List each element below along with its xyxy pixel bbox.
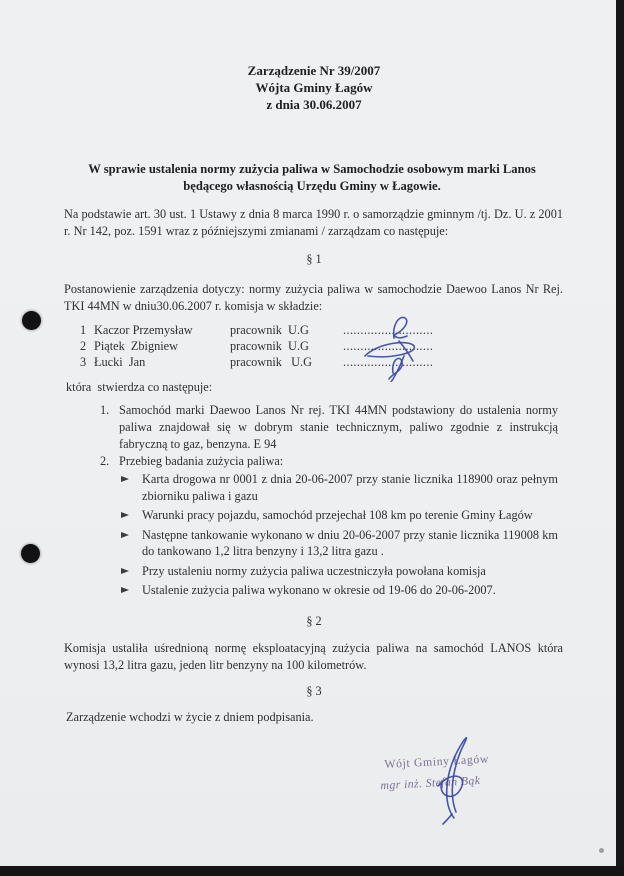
hole-punch-icon bbox=[21, 544, 40, 563]
stamp-name-line: mgr inż. Stefan Bąk bbox=[380, 772, 481, 793]
stamp-title-line: Wójt Gminy Łagów bbox=[384, 751, 490, 771]
bullet-text: Karta drogowa nr 0001 z dnia 20-06-2007 przy stanie licznika 118900 oraz pełnym zbiorniku paliwa i gazu bbox=[142, 471, 558, 503]
member-name: Łucki Jan bbox=[94, 354, 146, 369]
test-details-list bbox=[120, 471, 558, 600]
arrow-bullet-icon bbox=[120, 527, 142, 561]
bullet-item bbox=[120, 582, 558, 599]
committee-list bbox=[80, 323, 550, 370]
finding-item bbox=[100, 402, 558, 453]
title-line: z dnia 30.06.2007 bbox=[266, 97, 362, 112]
item-text: Przebieg badania zużycia paliwa: bbox=[119, 453, 284, 468]
item-number: 1. bbox=[100, 403, 110, 417]
bullet-text: Przy ustaleniu normy zużycia paliwa uczestniczyła powołana komisja bbox=[142, 563, 486, 578]
legal-basis-paragraph: Na podstawie art. 30 ust. 1 Ustawy z dnia 8 marca 1990 r. o samorządzie gminnym /tj. Dz. U. z 2001 r. Nr 142, poz. 1591 wraz z późniejszymi zmianami / zarządzam co następuje: bbox=[64, 207, 563, 238]
section-2-symbol: § 2 bbox=[306, 614, 322, 628]
mayor-signature-ink bbox=[408, 730, 498, 825]
closing-paragraph: Zarządzenie wchodzi w życie z dniem podpisania. bbox=[66, 710, 314, 724]
signature-dotted-line: .......................... bbox=[343, 323, 434, 337]
committee-row bbox=[80, 355, 550, 371]
member-name: Kaczor Przemysław bbox=[94, 323, 193, 337]
item-text: Samochód marki Daewoo Lanos Nr rej. TKI 44MN podstawiony do ustalenia normy paliwa znajdował się w dobrym stanie technicznym, paliwo zgodnie z instrukcją fabryczną to gaz, benzyna. E 94 bbox=[119, 403, 558, 451]
arrow-bullet-icon bbox=[120, 563, 142, 580]
bullet-item bbox=[120, 527, 558, 561]
member-role: pracownik U.G bbox=[230, 354, 312, 369]
scan-speck bbox=[599, 848, 604, 853]
committee-row bbox=[80, 323, 550, 339]
member-role: pracownik U.G bbox=[230, 323, 309, 337]
bullet-item bbox=[120, 471, 558, 505]
item-number: 2. bbox=[100, 453, 110, 468]
arrow-bullet-icon bbox=[120, 471, 142, 505]
committee-row bbox=[80, 339, 550, 355]
signature-dotted-line: .......................... bbox=[343, 338, 434, 353]
arrow-bullet-icon bbox=[120, 582, 142, 599]
which-states-line: która stwierdza co następuje: bbox=[66, 380, 213, 394]
committee-signatures-ink bbox=[332, 312, 447, 382]
bullet-item bbox=[120, 507, 558, 524]
member-role: pracownik U.G bbox=[230, 338, 309, 353]
signature-dotted-line: .......................... bbox=[343, 354, 434, 369]
document-title bbox=[64, 62, 564, 113]
finding-item bbox=[100, 453, 558, 470]
scan-edge-bottom bbox=[0, 866, 624, 876]
bullet-text: Ustalenie zużycia paliwa wykonano w okresie od 19-06 do 20-06-2007. bbox=[142, 583, 496, 598]
bullet-text: Następne tankowanie wykonano w dniu 20-06-2007 przy stanie licznika 119008 km do tankowano 1,2 litra benzyny i 13,2 litra gazu . bbox=[142, 527, 558, 559]
bullet-item bbox=[120, 563, 558, 580]
section-3-symbol: § 3 bbox=[306, 684, 322, 698]
norm-paragraph: Komisja ustaliła uśrednioną normę eksploatacyjną zużycia paliwa na samochód LANOS która wynosi 13,2 litra gazu, jeden litr benzyny na 100 kilometrów. bbox=[64, 641, 563, 672]
document-subject: W sprawie ustalenia normy zużycia paliwa w Samochodzie osobowym marki Lanos będącego własnością Urzędu Gminy w Łagowie. bbox=[88, 162, 536, 193]
title-line: Wójta Gminy Łagów bbox=[255, 80, 373, 95]
resolution-intro-paragraph: Postanowienie zarządzenia dotyczy: normy zużycia paliwa w samochodzie Daewoo Lanos Nr Rej. TKI 44MN w dniu30.06.2007 r. komisja w składzie: bbox=[64, 282, 563, 313]
member-number: 2 bbox=[80, 338, 87, 353]
scan-edge-right bbox=[616, 0, 624, 876]
title-line: Zarządzenie Nr 39/2007 bbox=[247, 63, 381, 78]
member-number: 1 bbox=[80, 323, 87, 337]
section-1-symbol: § 1 bbox=[306, 252, 322, 266]
arrow-bullet-icon bbox=[120, 507, 142, 524]
member-number: 3 bbox=[80, 354, 87, 369]
hole-punch-icon bbox=[22, 311, 41, 330]
findings-list bbox=[100, 402, 558, 602]
bullet-text: Warunki pracy pojazdu, samochód przejechał 108 km po terenie Gminy Łagów bbox=[142, 508, 533, 523]
member-name: Piątek Zbigniew bbox=[94, 338, 179, 353]
